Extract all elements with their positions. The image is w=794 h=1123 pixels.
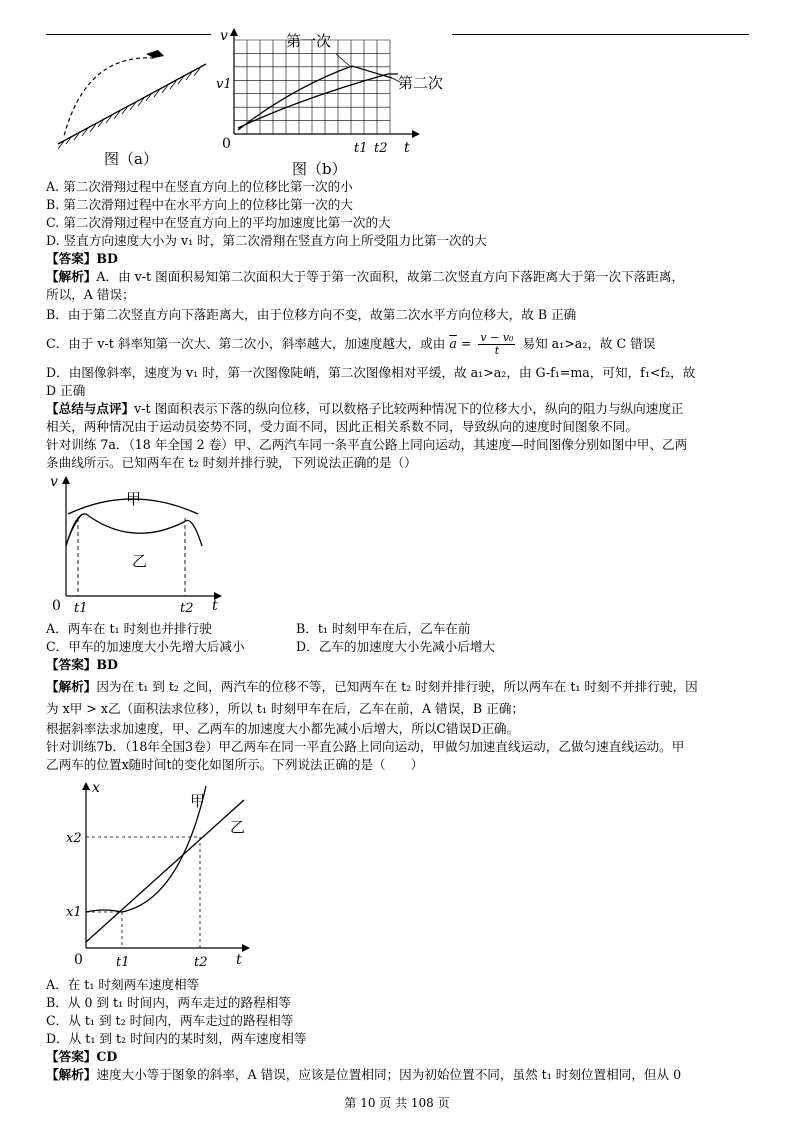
q7b-x1: x1 [66,905,82,920]
q7a-vt-graph [46,474,236,616]
q7b-label-yi: 乙 [230,818,246,836]
q7b-axis-t: t [236,952,242,968]
label-first: 第一次 [286,32,332,50]
q6-option-a: A. 第二次滑翔过程中在竖直方向上的位移比第一次的小 [46,179,353,194]
q7a-stem-line2: 条曲线所示。已知两车在 t₂ 时刻并排行驶，下列说法正确的是（） [46,455,417,470]
q6-summary-line1: 【总结与点评】v-t 图面积表示下落的纵向位移，可以数格子比较两种情况下的位移大小，纵向的阻力与纵向速度正 [46,401,684,416]
q6-analysis-d-line2: D 正确 [46,383,86,398]
caption-b: 图（b） [292,160,347,178]
q7b-origin: 0 [74,952,83,968]
q7b-stem-line1: 针对训练7b．（18年全国3卷）甲乙两车在同一平直公路上同向运动，甲做匀加速直线运动，乙做匀速直线运动。甲 [46,739,685,754]
q7b-t1: t1 [116,955,130,970]
q7b-option-c: C．从 t₁ 到 t₂ 时间内，两车走过的路程相等 [46,1013,294,1028]
v1-label: v1 [216,77,232,92]
q7b-option-d: D．从 t₁ 到 t₂ 时间内的某时刻，两车速度相等 [46,1031,307,1046]
q7b-label-jia: 甲 [190,792,206,810]
q6-summary-line2: 相关，两种情况由于运动员姿势不同，受力面不同，因此正相关系数不同，导致纵向的速度时间图象不同。 [46,419,638,434]
q6-analysis-line1: 【解析】A．由 v-t 图面积易知第二次面积大于等于第一次面积，故第二次竖直方向下落距离大于第一次下落距离， [46,269,685,284]
q6-option-c: C. 第二次滑翔过程中在竖直方向上的平均加速度比第一次的大 [46,215,391,230]
q7a-option-a: A．两车在 t₁ 时刻也并排行驶 [46,621,212,636]
axis-t-label: t [404,140,410,156]
q7b-option-a: A．在 t₁ 时刻两车速度相等 [46,977,200,992]
q7b-stem-line2: 乙两车的位置x随时间t的变化如图所示。下列说法正确的是（ ） [46,757,424,772]
t2-label: t2 [374,141,388,156]
q6-option-d: D. 竖直方向速度大小为 v₁ 时，第二次滑翔在竖直方向上所受阻力比第一次的大 [46,233,487,248]
caption-a: 图（a） [104,150,158,168]
q7a-option-b: B．t₁ 时刻甲车在后，乙车在前 [296,621,471,636]
axis-v-label: v [220,28,228,44]
q7a-analysis-line3: 根据斜率法求加速度，甲、乙两车的加速度大小都先减小后增大，所以C错误D正确。 [46,721,520,736]
q6-answer: 【答案】BD [46,251,118,266]
q6-analysis-line2: 所以，A 错误； [46,287,135,302]
q6-analysis-d-line1: D．由图像斜率，速度为 v₁ 时，第一次图像陡峭，第二次图像相对平缓，故 a₁>a₂，由 G-f₁=ma，可知，f₁<f₂，故 [46,365,696,380]
q7a-t2: t2 [180,601,194,616]
line-yi [86,800,244,942]
header-rule-left [46,34,211,35]
q7a-label-jia: 甲 [126,490,142,508]
origin-label: 0 [222,136,231,152]
t1-label: t1 [354,141,368,156]
q7a-t1: t1 [74,601,88,616]
q7a-option-c: C．甲车的加速度大小先增大后减小 [46,639,245,654]
q7b-axis-x: x [92,780,100,796]
curve-yi [66,514,202,546]
curve-second [238,74,398,128]
q7a-stem-line1: 针对训练 7a．（18 年全国 2 卷）甲、乙两汽车同一条平直公路上同向运动，其速度—时间图像分别如图中甲、乙两 [46,437,688,452]
curve-jia [86,786,206,912]
q6-analysis-c: C．由于 v-t 斜率知第一次大、第二次小，斜率越大，加速度越大，或由 $\overline{a}$ = $\frac{\text{v − v₀}}{t}$ 易知 a₁>a₂，故 C 错误 [46,331,656,357]
q7a-analysis-line1: 【解析】因为在 t₁ 到 t₂ 之间，两汽车的位移不等，已知两车在 t₂ 时刻并排行驶，所以两车在 t₁ 时刻不并排行驶，因 [46,679,698,694]
figure-a-slope [46,36,226,176]
q7a-origin: 0 [52,598,61,614]
q7b-analysis: 【解析】速度大小等于图象的斜率，A 错误，应该是位置相同；因为初始位置不同，虽然 t₁ 时刻位置相同，但从 0 [46,1067,682,1082]
q7b-t2: t2 [194,955,208,970]
q7b-answer: 【答案】CD [46,1049,118,1064]
q7a-axis-v: v [50,474,58,490]
q7b-x2: x2 [66,831,82,846]
header-rule-right [452,34,749,35]
q7a-analysis-line2: 为 x甲 > x乙（面积法求位移），所以 t₁ 时刻甲车在后，乙车在前，A 错误，B 正确； [46,701,524,716]
q6-analysis-line3: B．由于第二次竖直方向下落距离大，由于位移方向不变，故第二次水平方向位移大，故 B 正确 [46,307,577,322]
q7a-axis-t: t [212,598,218,614]
q7a-label-yi: 乙 [132,552,148,570]
q7a-answer: 【答案】BD [46,657,118,672]
q6-option-b: B. 第二次滑翔过程中在水平方向上的位移比第一次的大 [46,197,353,212]
q7b-xt-graph [60,780,260,972]
q7a-option-d: D．乙车的加速度大小先减小后增大 [296,639,496,654]
figure-b-vt-graph [212,28,462,180]
q7b-option-b: B．从 0 到 t₁ 时间内，两车走过的路程相等 [46,995,291,1010]
label-second: 第二次 [398,74,444,92]
page-footer: 第 10 页 共 108 页 [344,1096,450,1110]
